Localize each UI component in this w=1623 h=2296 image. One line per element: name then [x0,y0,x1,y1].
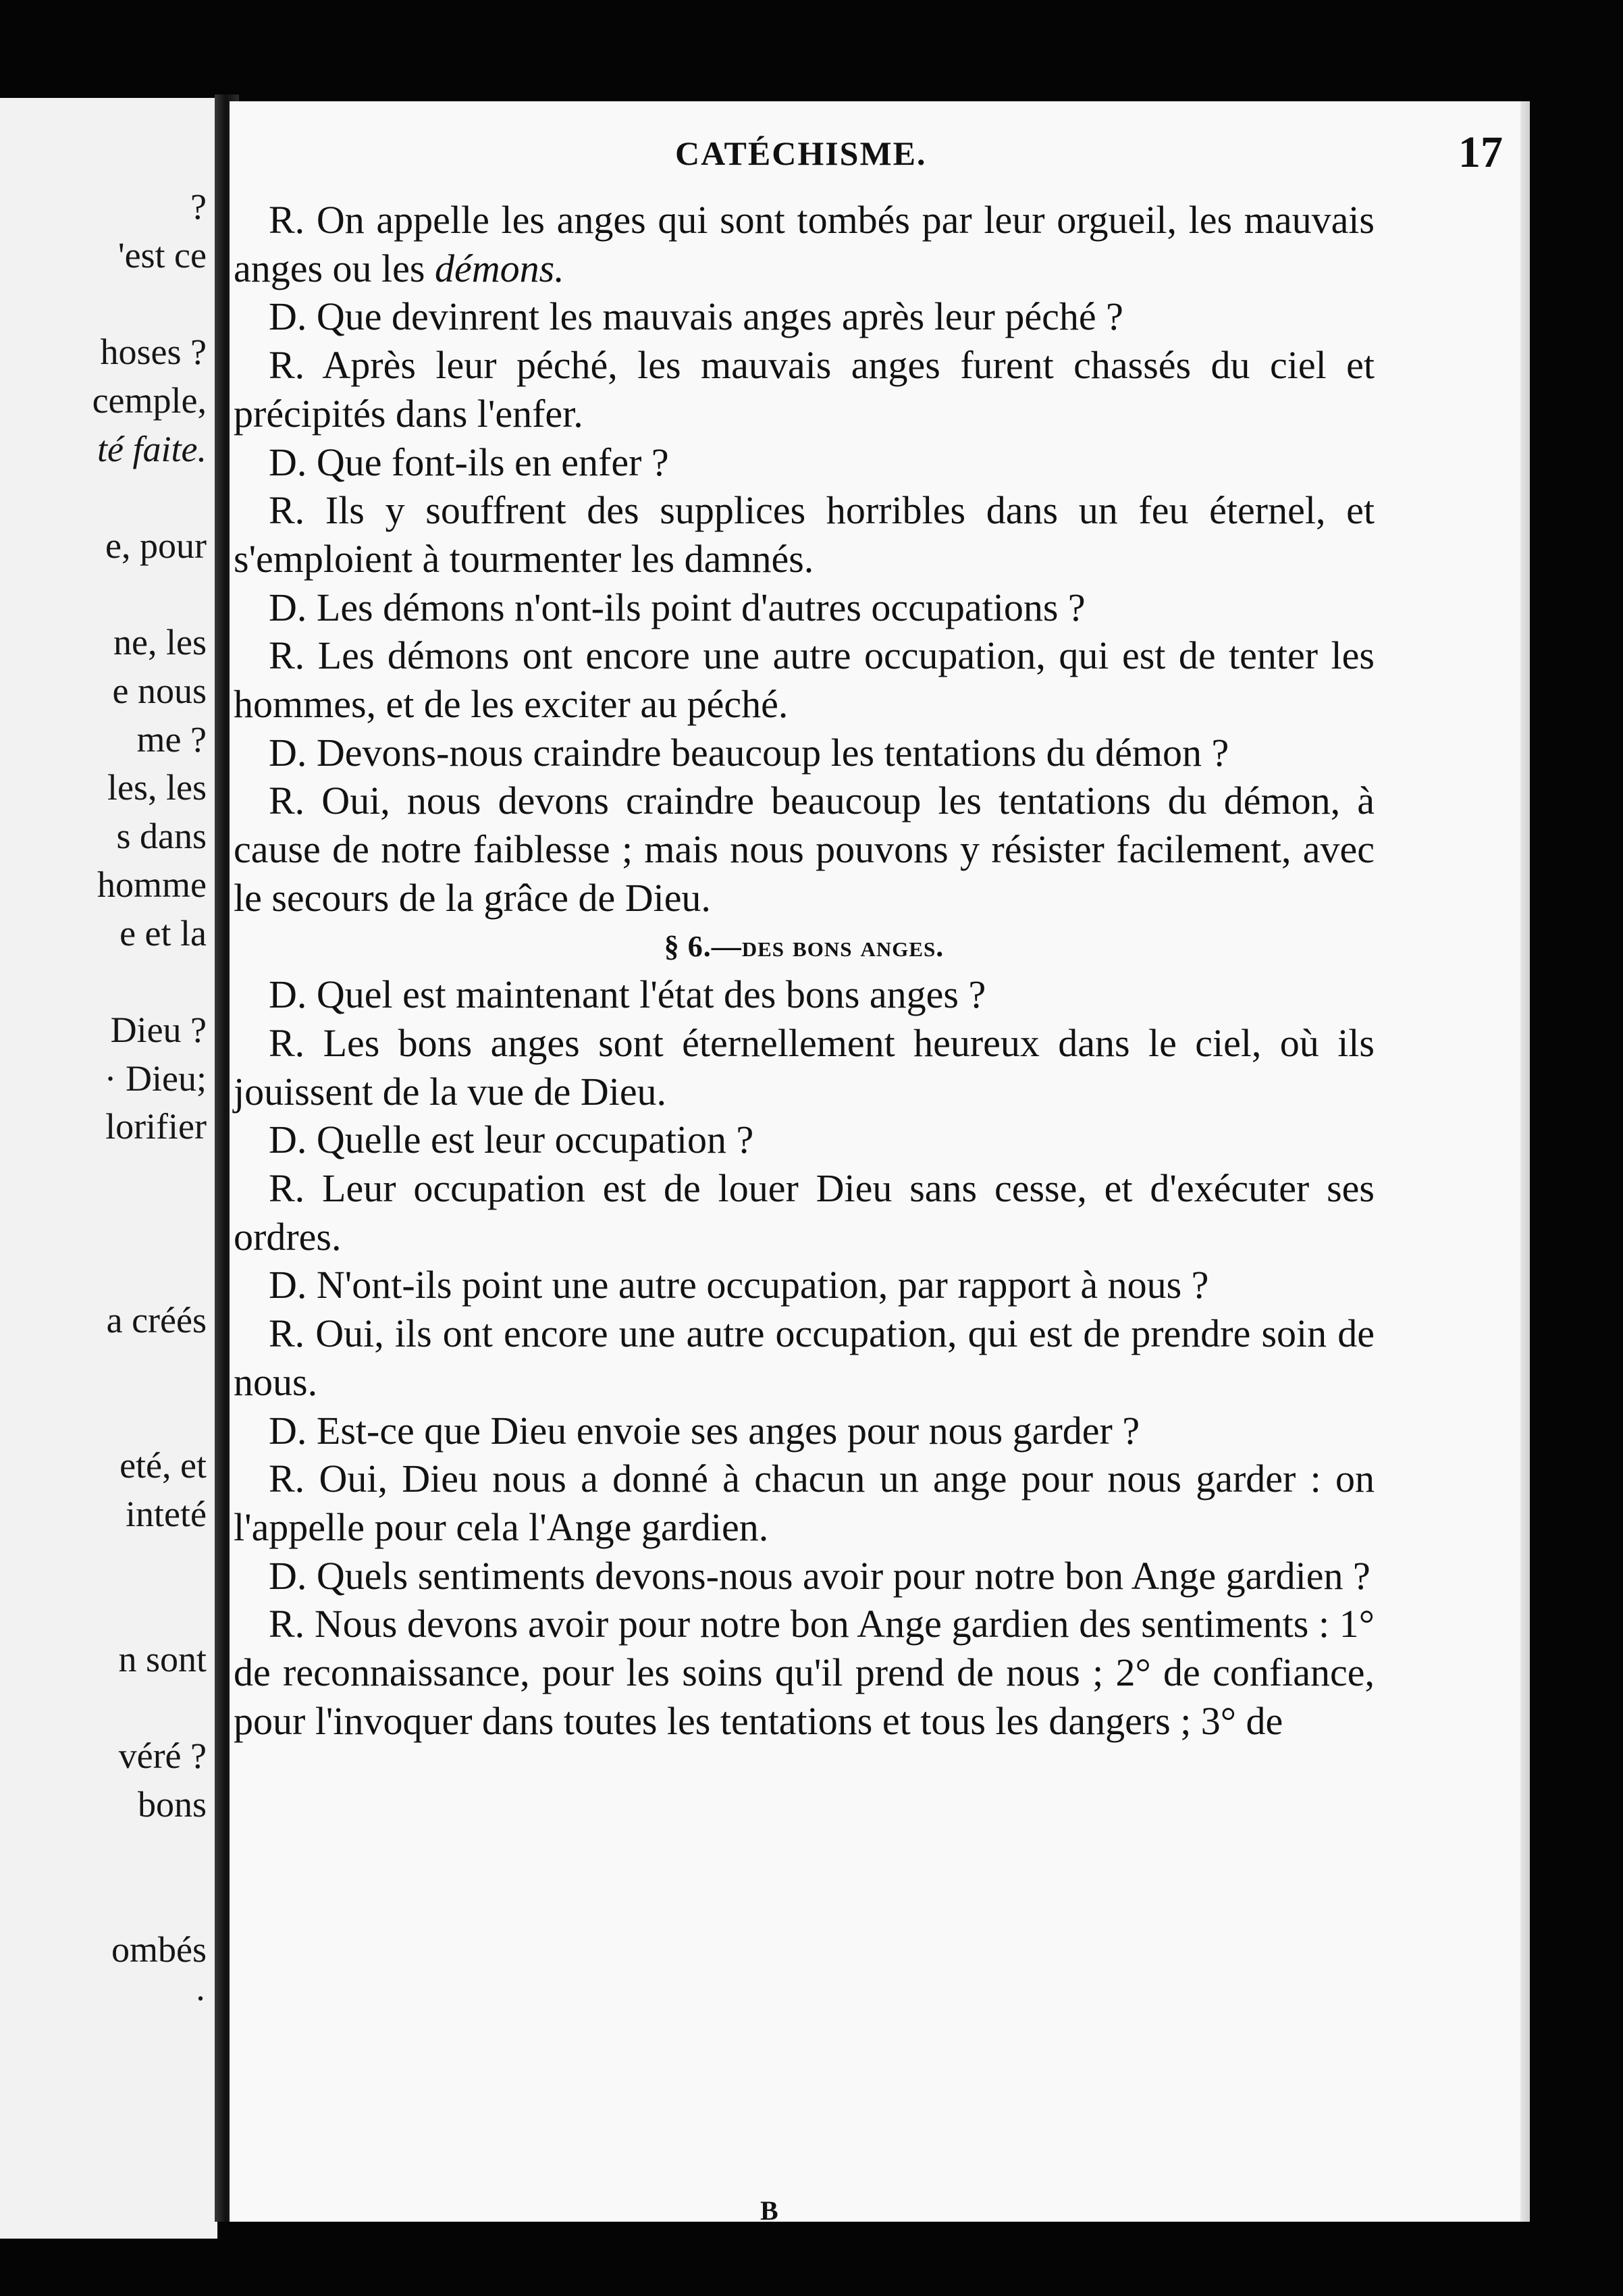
answer-paragraph [234,1455,1375,1551]
answer-paragraph [234,777,1375,922]
left-page-line: a créés [106,1300,207,1341]
section-heading [234,922,1375,971]
paragraph-text: R. Nous devons avoir pour notre bon Ange gardien des sentiments : 1° de reconnaissance, pour les soins qu'il prend de nous ; 2° de confiance, pour l'invoquer dans toutes les tentations et tous les dangers ; 3° de [234,1602,1375,1743]
answer-paragraph [234,486,1375,583]
page-edge [1520,101,1530,2222]
left-page-line: e et la [119,912,207,954]
section-title: des bons anges. [741,929,944,963]
page-header [230,120,1530,194]
left-page-line: les, les [107,767,207,808]
paragraph-text: R. Après leur péché, les mauvais anges furent chassés du ciel et précipités dans l'enfer. [234,343,1375,436]
left-page-line: cemple, [92,380,207,421]
question-paragraph [234,1261,1375,1309]
left-page-line: ombés [111,1929,207,1971]
left-page-line: ? [190,186,207,227]
left-page-line: inteté [126,1493,207,1534]
left-page-line: té faite. [97,428,207,469]
answer-paragraph [234,1164,1375,1261]
question-paragraph [234,292,1375,341]
section-number: § 6.— [664,929,742,963]
page-number: 17 [1458,128,1503,177]
left-page-line: ne, les [113,622,207,663]
paragraph-text: D. N'ont-ils point une autre occupation, par rapport à nous ? [269,1263,1209,1307]
italic-term: démons. [435,246,564,290]
paragraph-text: R. Les démons ont encore une autre occupation, qui est de tenter les hommes, et de les exciter au péché. [234,633,1375,727]
question-paragraph [234,438,1375,487]
signature-mark: B [760,2195,778,2226]
paragraph-text: R. Oui, nous devons craindre beaucoup les tentations du démon, à cause de notre faiblesse ; mais nous pouvons y résister facilement, avec le secours de la grâce de Dieu. [234,779,1375,920]
question-paragraph [234,583,1375,632]
left-page-line: bons [137,1784,207,1825]
answer-paragraph [234,1600,1375,1745]
left-page-line: e, pour [105,525,207,566]
left-page-line: me ? [136,719,207,760]
paragraph-text: R. Oui, Dieu nous a donné à chacun un ange pour nous garder : on l'appelle pour cela l'Ange gardien. [234,1457,1375,1549]
question-paragraph [234,970,1375,1019]
paragraph-text: D. Devons-nous craindre beaucoup les tentations du démon ? [269,730,1229,775]
left-page-line: n sont [118,1639,207,1679]
left-page-line: homme [97,864,207,905]
left-page-line: véré ? [118,1736,207,1777]
paragraph-text: D. Quel est maintenant l'état des bons anges ? [269,972,986,1017]
answer-paragraph [234,631,1375,728]
left-page-line: 'est ce [117,234,207,276]
left-page-line: e nous [112,671,207,711]
left-page-line: eté, et [119,1445,207,1486]
left-page-line: s dans [116,816,207,857]
running-title: CATÉCHISME. [675,134,927,172]
paragraph-text: D. Est-ce que Dieu envoie ses anges pour nous garder ? [269,1408,1140,1453]
answer-paragraph [234,1019,1375,1116]
paragraph-text: R. Leur occupation est de louer Dieu sans cesse, et d'exécuter ses ordres. [234,1166,1375,1259]
page-17 [230,101,1530,2226]
answer-paragraph [234,1309,1375,1406]
question-paragraph [234,1407,1375,1455]
catechism-text [234,196,1375,1746]
facing-page-left [0,98,217,2239]
paragraph-text: D. Les démons n'ont-ils point d'autres occupations ? [269,585,1086,629]
left-page-line: · [194,1977,207,2018]
left-page-line: lorifier [105,1106,207,1147]
left-page-line: · Dieu; [104,1058,207,1099]
paragraph-text: R. Les bons anges sont éternellement heureux dans le ciel, où ils jouissent de la vue de Dieu. [234,1020,1375,1114]
question-paragraph [234,1116,1375,1164]
paragraph-text: R. On appelle les anges qui sont tombés par leur orgueil, les mauvais anges ou les [234,198,1375,290]
answer-paragraph [234,196,1375,292]
paragraph-text: D. Quels sentiments devons-nous avoir pour notre bon Ange gardien ? [269,1553,1371,1598]
paragraph-text: R. Oui, ils ont encore une autre occupation, qui est de prendre soin de nous. [234,1311,1375,1404]
left-page-line: Dieu ? [110,1009,207,1050]
paragraph-text: R. Ils y souffrent des supplices horribles dans un feu éternel, et s'emploient à tourmenter les damnés. [234,488,1375,581]
paragraph-text: D. Que font-ils en enfer ? [269,440,669,484]
question-paragraph [234,729,1375,777]
paragraph-text: D. Que devinrent les mauvais anges après leur péché ? [269,294,1123,339]
question-paragraph [234,1552,1375,1600]
answer-paragraph [234,341,1375,438]
paragraph-text: D. Quelle est leur occupation ? [269,1118,754,1162]
left-page-line: hoses ? [100,332,207,373]
